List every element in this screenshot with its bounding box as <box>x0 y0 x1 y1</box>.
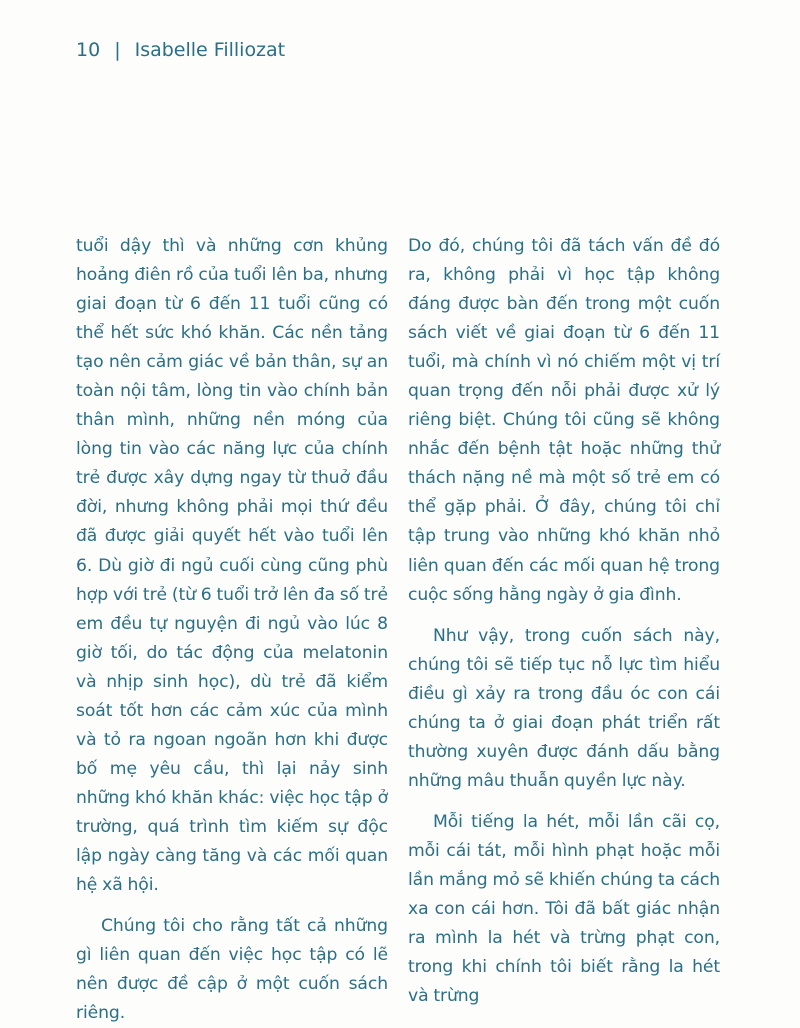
left-paragraph-1: tuổi dậy thì và những cơn khủng hoảng điên rồ của tuổi lên ba, nhưng giai đoạn từ 6 đến 11 tuổi cũng có thể hết sức khó khăn. Các nền tảng tạo nên cảm giác về bản thân, sự an toàn nội tâm, lòng tin vào chính bản thân mình, những nền móng của lòng tin vào các năng lực của chính trẻ được xây dựng ngay từ thuở đầu đời, nhưng không phải mọi thứ đều đã được giải quyết hết vào tuổi lên 6. Dù giờ đi ngủ cuối cùng cũng phù hợp với trẻ (từ 6 tuổi trở lên đa số trẻ em đều tự nguyện đi ngủ vào lúc 8 giờ tối, do tác động của melatonin và nhịp sinh học), dù trẻ đã kiểm soát tốt hơn các cảm xúc của mình và tỏ ra ngoan ngoãn hơn khi được bố mẹ yêu cầu, thì lại nảy sinh những khó khăn khác: việc học tập ở trường, quá trình tìm kiếm sự độc lập ngày càng tăng và các mối quan hệ xã hội. <box>76 236 388 896</box>
header-separator: | <box>114 39 121 61</box>
right-paragraph-1: Do đó, chúng tôi đã tách vấn đề đó ra, không phải vì học tập không đáng được bàn đến trong một cuốn sách viết về giai đoạn từ 6 đến 11 tuổi, mà chính vì nó chiếm một vị trí quan trọng đến nỗi phải được xử lý riêng biệt. Chúng tôi cũng sẽ không nhắc đến bệnh tật hoặc những thử thách nặng nề mà một số trẻ em có thể gặp phải. Ở đây, chúng tôi chỉ tập trung vào những khó khăn nhỏ liên quan đến các mối quan hệ trong cuộc sống hằng ngày ở gia đình. <box>408 236 720 605</box>
left-text-column <box>76 232 388 1028</box>
right-paragraph-3: Mỗi tiếng la hét, mỗi lần cãi cọ, mỗi cái tát, mỗi hình phạt hoặc mỗi lần mắng mỏ sẽ khiến chúng ta cách xa con cái hơn. Tôi đã bất giác nhận ra mình la hét và trừng phạt con, trong khi chính tôi biết rằng la hét và trừng <box>408 811 720 1007</box>
right-text-column <box>408 232 720 1011</box>
right-paragraph-2: Như vậy, trong cuốn sách này, chúng tôi sẽ tiếp tục nỗ lực tìm hiểu điều gì xảy ra trong đầu óc con cái chúng ta ở giai đoạn phát triển rất thường xuyên được đánh dấu bằng những mâu thuẫn quyền lực này. <box>408 625 720 791</box>
running-head <box>76 36 285 64</box>
author-name: Isabelle Filliozat <box>134 39 286 61</box>
left-paragraph-2: Chúng tôi cho rằng tất cả những gì liên quan đến việc học tập có lẽ nên được đề cập ở một cuốn sách riêng. <box>76 916 388 1024</box>
page-number: 10 <box>76 39 101 61</box>
